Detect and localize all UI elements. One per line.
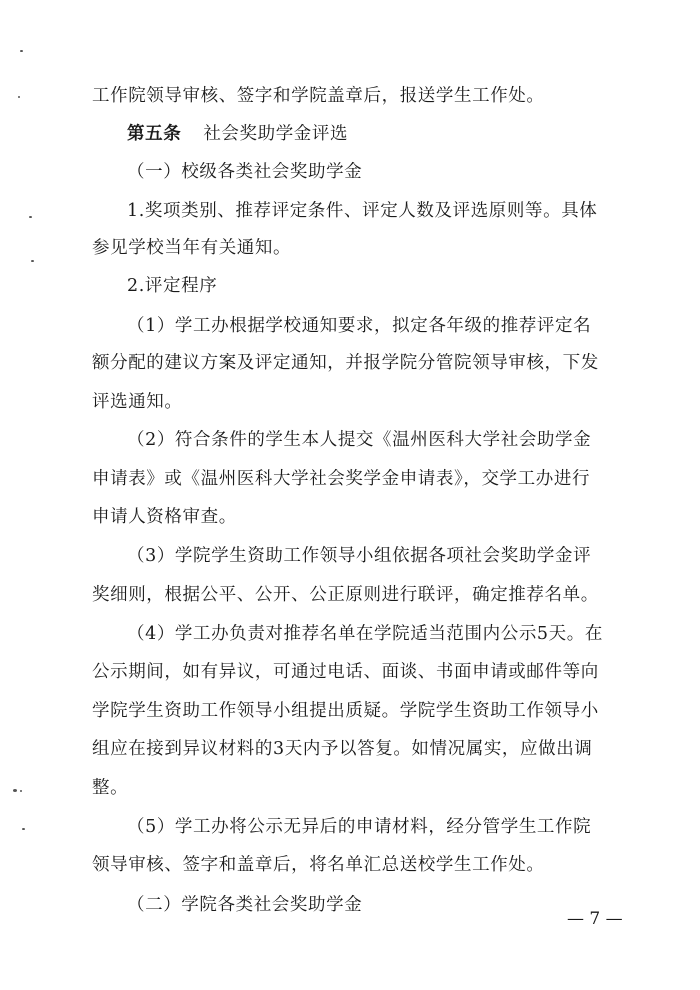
section-heading: （二）学院各类社会奖助学金 <box>127 895 363 915</box>
paragraph-line: 组应在接到异议材料的3天内予以答复。如情况属实，应做出调 <box>92 739 593 759</box>
scan-speck <box>13 789 17 792</box>
section-heading: （一）校级各类社会奖助学金 <box>127 162 363 182</box>
scan-speck <box>20 50 23 52</box>
page-number: — 7 — <box>567 909 623 929</box>
paragraph-line: 参见学校当年有关通知。 <box>92 238 292 258</box>
scan-speck <box>20 790 22 792</box>
paragraph-line: 整。 <box>92 778 129 798</box>
paragraph-line: 申请人资格审查。 <box>92 507 237 527</box>
paragraph-line: 公示期间，如有异议，可通过电话、面谈、书面申请或邮件等向 <box>92 662 599 682</box>
scan-speck <box>18 96 20 98</box>
text-line: 工作院领导审核、签字和学院盖章后，报送学生工作处。 <box>92 86 545 106</box>
paragraph-line: 领导审核、签字和盖章后，将名单汇总送校学生工作处。 <box>92 855 545 875</box>
paragraph-line: 评选通知。 <box>92 392 183 412</box>
paragraph-line: （1）学工办根据学校通知要求，拟定各年级的推荐评定名 <box>127 316 592 336</box>
article-label: 第五条 <box>127 124 182 144</box>
paragraph-line: （2）符合条件的学生本人提交《温州医科大学社会助学金 <box>127 430 592 450</box>
paragraph-line: 额分配的建议方案及评定通知，并报学院分管院领导审核，下发 <box>92 353 599 373</box>
paragraph-line: （5）学工办将公示无异后的申请材料，经分管学生工作院 <box>127 817 592 837</box>
paragraph-line: 奖细则，根据公平、公开、公正原则进行联评，确定推荐名单。 <box>92 585 599 605</box>
subsection-heading: 2.评定程序 <box>127 276 218 296</box>
paragraph-line: 申请表》或《温州医科大学社会奖学金申请表》，交学工办进行 <box>92 469 591 489</box>
paragraph-line: 学院学生资助工作领导小组提出质疑。学院学生资助工作领导小 <box>92 701 599 721</box>
paragraph-line: （4）学工办负责对推荐名单在学院适当范围内公示5天。在 <box>127 624 603 644</box>
article-title: 社会奖助学金评选 <box>203 124 349 144</box>
paragraph-line: 1.奖项类别、推荐评定条件、评定人数及评选原则等。具体 <box>127 201 598 221</box>
scan-speck <box>22 828 25 830</box>
scan-speck <box>29 216 32 218</box>
paragraph-line: （3）学院学生资助工作领导小组依据各项社会奖助学金评 <box>127 546 592 566</box>
scan-speck <box>31 260 34 262</box>
article-heading <box>127 122 667 146</box>
